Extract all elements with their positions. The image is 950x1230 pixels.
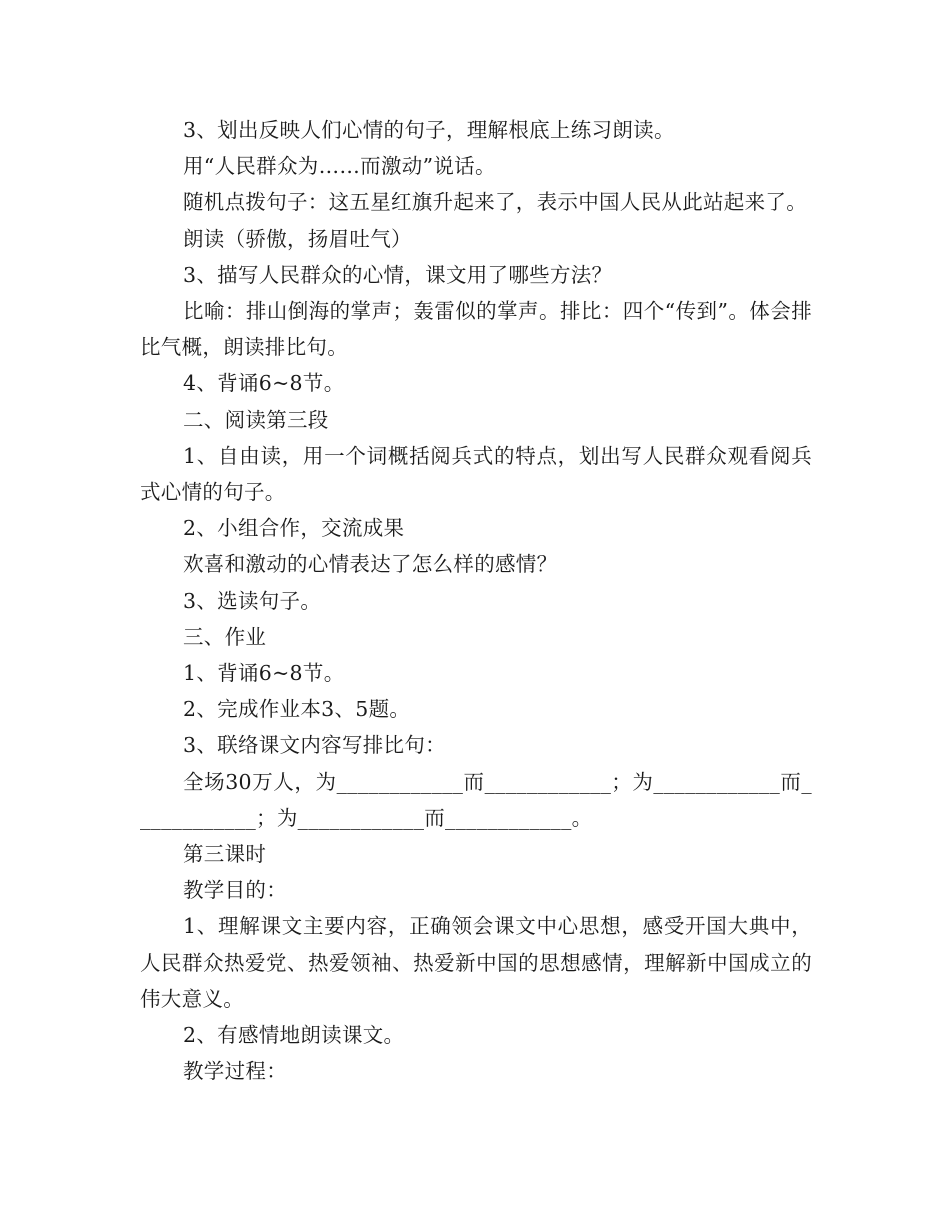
paragraph: 3、描写人民群众的心情，课文用了哪些方法？ [183,262,613,287]
paragraph: 3、选读句子。 [183,588,322,613]
paragraph: 1、自由读，用一个词概括阅兵式的特点，划出写人民群众观看阅兵式心情的句子。 [140,443,812,505]
paragraph: 1、理解课文主要内容，正确领会课文中心思想，感受开国大典中，人民群众热爱党、热爱领袖、热爱新中国的思想感情，理解新中国成立的伟大意义。 [140,914,812,1011]
section-heading: 三、作业 [183,624,267,649]
paragraph: 1、背诵6~8节。 [183,661,345,686]
paragraph: 2、完成作业本3、5题。 [183,697,411,722]
paragraph: 用“人民群众为……而激动”说话。 [183,154,496,179]
paragraph: 教学目的： [183,878,287,903]
paragraph: 2、有感情地朗读课文。 [183,1023,405,1048]
paragraph: 随机点拨句子：这五星红旗升起来了，表示中国人民从此站起来了。 [183,190,807,215]
paragraph: 欢喜和激动的心情表达了怎么样的感情？ [183,552,558,577]
section-heading: 第三课时 [183,842,267,867]
paragraph: 4、背诵6~8节。 [183,371,345,396]
paragraph: 3、划出反映人们心情的句子，理解根底上练习朗读。 [183,118,675,142]
paragraph: 比喻：排山倒海的掌声；轰雷似的掌声。排比：四个“传到”。体会排比气概，朗读排比句。 [140,299,812,360]
paragraph: 教学过程： [183,1059,287,1084]
fill-in-exercise: 全场30万人，为____________而____________；为____________而____________；为____________而____________。 [140,769,812,830]
document-body [140,112,812,1089]
paragraph: 2、小组合作，交流成果 [183,516,405,541]
section-heading: 二、阅读第三段 [183,407,329,432]
paragraph: 朗读（骄傲，扬眉吐气） [183,226,412,251]
paragraph: 3、联络课文内容写排比句： [183,733,446,758]
